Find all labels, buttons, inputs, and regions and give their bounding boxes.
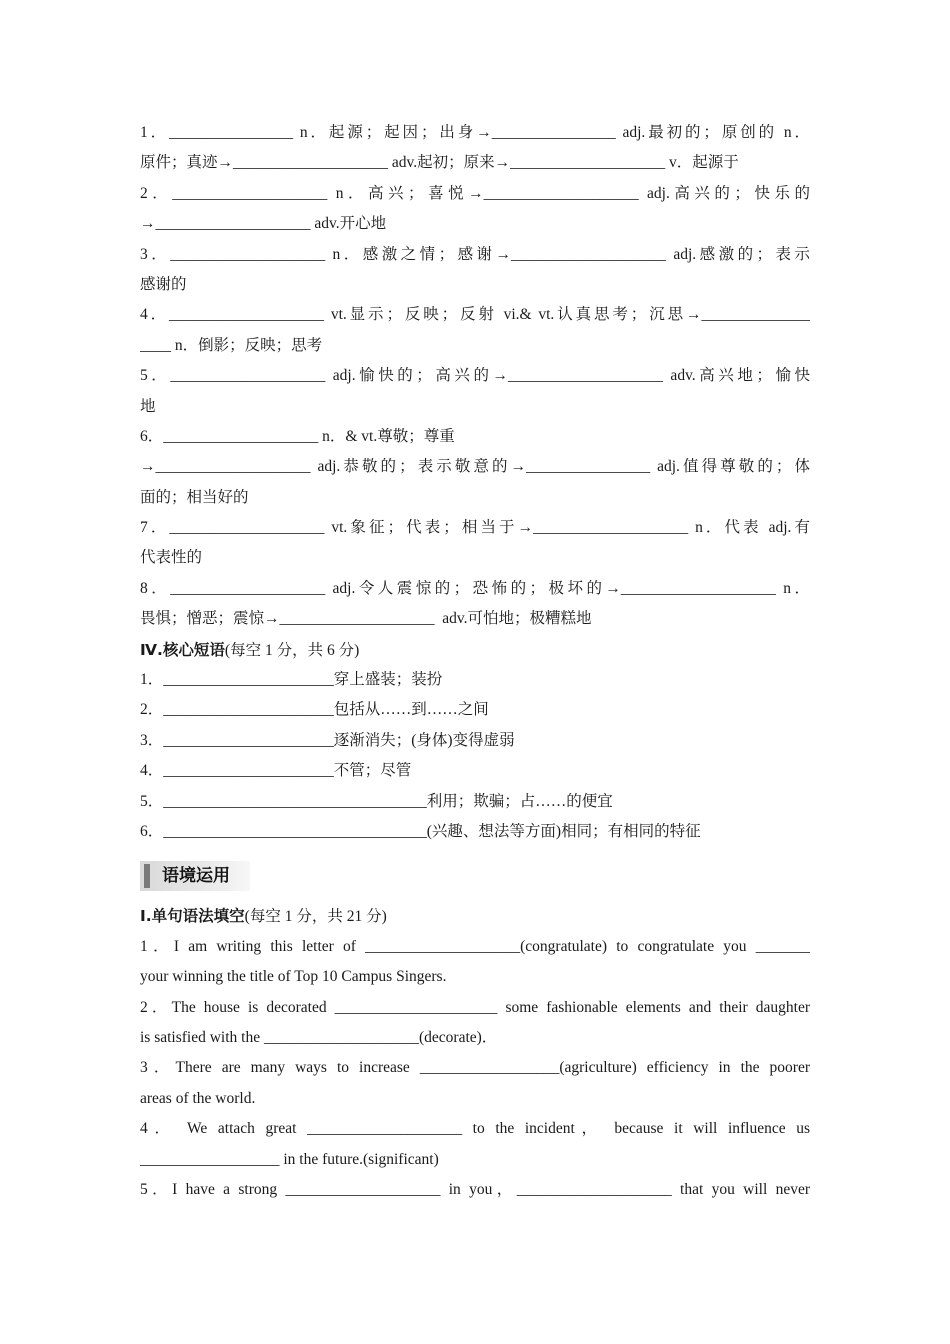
vocab-line-13: 面的；相当好的: [140, 488, 249, 506]
sentence-4b: __________________ in the future.(significant): [140, 1150, 439, 1168]
vocab-line-15: 代表性的: [140, 549, 203, 567]
vocab-line-1: 1．________________ n．起源；起因；出身→________________ adj.最初的；原创的 n．: [140, 124, 810, 141]
section-tag-bar: [144, 864, 150, 888]
vocab-line-2: 原件；真迹→____________________ adv.起初；原来→____________________ v．起源于: [140, 154, 739, 172]
grammar-heading-points: (每空 1 分，共 21 分): [244, 908, 387, 926]
grammar-heading-title: Ⅰ.单句语法填空: [140, 907, 245, 926]
phrases-heading-title: Ⅳ.核心短语: [140, 640, 225, 659]
phrases-heading-points: (每空 1 分，共 6 分): [224, 641, 360, 659]
phrase-item-6: 6．__________________________________(兴趣、想法等方面)相同；有相同的特征: [140, 822, 701, 840]
phrase-item-1: 1．______________________穿上盛装；装扮: [140, 671, 443, 689]
phrase-item-5: 5．__________________________________利用；欺骗；占……的便宜: [140, 792, 613, 810]
sentence-3a: 3．There are many ways to increase __________________(agriculture) efficiency in the poorer: [140, 1059, 810, 1077]
vocab-line-5: 3．____________________ n．感激之情；感谢→____________________ adj.感激的；表示: [140, 245, 810, 263]
vocab-line-9: 5．____________________ adj.愉快的；高兴的→____________________ adv.高兴地；愉快: [140, 367, 810, 385]
section-tag-label: 语境运用: [162, 866, 230, 887]
vocab-line-17: 畏惧；憎恶；震惊→____________________ adv.可怕地；极糟糕地: [140, 610, 592, 628]
section-tag: [140, 861, 250, 891]
worksheet-page: [140, 118, 810, 1205]
vocab-line-16: 8．____________________ adj.令人震惊的；恐怖的；极坏的→____________________ n．: [140, 579, 810, 597]
sentence-4a: 4． We attach great ____________________ to the incident， because it will influence us: [140, 1120, 810, 1138]
sentence-2b: is satisfied with the ____________________(decorate)．: [140, 1028, 498, 1046]
sentence-1a: 1．I am writing this letter of ____________________(congratulate) to congratulate you _______: [140, 937, 810, 955]
sentence-2a: 2．The house is decorated _____________________ some fashionable elements and their daughter: [140, 998, 810, 1016]
phrase-item-2: 2．______________________包括从……到……之间: [140, 701, 489, 719]
phrase-item-3: 3．______________________逐渐消失；(身体)变得虚弱: [140, 731, 515, 749]
vocab-line-10: 地: [140, 397, 156, 415]
sentence-3b: areas of the world.: [140, 1089, 256, 1107]
vocab-line-7: 4．____________________ vt.显示；反映；反射 vi.& vt.认真思考；沉思→______________: [140, 306, 810, 324]
sentence-1b: your winning the title of Top 10 Campus Singers.: [140, 968, 447, 986]
vocab-line-6: 感谢的: [140, 275, 187, 293]
vocab-line-12: →____________________ adj.恭敬的；表示敬意的→________________ adj.值得尊敬的；体: [140, 458, 810, 476]
sentence-5a: 5．I have a strong ____________________ in you，____________________ that you will never: [140, 1180, 810, 1198]
vocab-line-11: 6．____________________ n．& vt.尊敬；尊重: [140, 427, 455, 445]
vocab-line-8: ____ n．倒影；反映；思考: [140, 336, 323, 354]
vocab-line-4: →____________________ adv.开心地: [140, 215, 387, 233]
phrases-heading: [140, 635, 810, 665]
vocab-line-3: 2．____________________ n．高兴；喜悦→____________________ adj.高兴的；快乐的: [140, 184, 810, 202]
vocab-line-14: 7．____________________ vt.象征；代表；相当于→____________________ n．代表 adj.有: [140, 519, 810, 537]
grammar-heading: [140, 901, 810, 931]
phrase-item-4: 4．______________________不管；尽管: [140, 762, 412, 780]
